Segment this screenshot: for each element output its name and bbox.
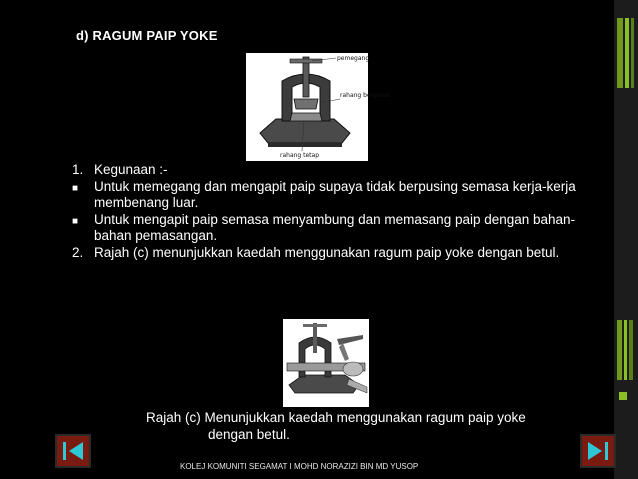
slide-body xyxy=(72,162,612,261)
decorative-stripe xyxy=(631,18,634,88)
caption-line: Rajah (c) Menunjukkan kaedah menggunakan ragum paip yoke xyxy=(146,410,526,425)
decorative-square xyxy=(619,392,627,400)
slide-title: d) RAGUM PAIP YOKE xyxy=(76,28,218,43)
pipe-vise-image xyxy=(246,53,391,161)
last-slide-button[interactable] xyxy=(580,434,616,468)
list-number: 2. xyxy=(72,244,84,260)
last-slide-icon xyxy=(582,436,614,466)
label-rahang-bergerak xyxy=(340,92,391,99)
decorative-stripe xyxy=(617,320,622,380)
caption-line: dengan betul. xyxy=(208,426,290,442)
list-item xyxy=(72,179,612,212)
list-item-text: Rajah (c) menunjukkan kaedah menggunakan ragum paip yoke dengan betul. xyxy=(94,244,560,260)
list-item-text: Untuk memegang dan mengapit paip supaya tidak berpusing semasa kerja-kerja membenang luar. xyxy=(94,178,576,210)
label-rahang-bergerak-text: rahang bergerak xyxy=(340,92,391,99)
label-rahang-tetap: rahang tetap xyxy=(280,152,320,159)
footer-text: KOLEJ KOMUNITI SEGAMAT I MOHD NORAZIZI BIN MD YUSOP xyxy=(180,462,419,471)
list-item xyxy=(72,162,612,179)
vise-usage-image xyxy=(283,319,369,407)
decorative-stripe xyxy=(624,320,627,380)
list-item-text: Kegunaan :- xyxy=(94,162,168,177)
list-item xyxy=(72,212,612,245)
label-pemegang: pemegang xyxy=(337,55,370,62)
first-slide-icon xyxy=(57,436,89,466)
square-bullet-icon: ■ xyxy=(72,182,79,194)
decorative-stripe xyxy=(629,320,633,380)
figure-caption xyxy=(146,410,606,443)
first-slide-button[interactable] xyxy=(55,434,91,468)
decorative-stripe xyxy=(617,18,623,88)
square-bullet-icon: ■ xyxy=(72,215,79,227)
decorative-stripe xyxy=(625,18,629,88)
list-item xyxy=(72,245,612,262)
list-item-text: Untuk mengapit paip semasa menyambung dan memasang paip dengan bahan-bahan pemasangan. xyxy=(94,211,576,243)
list-number: 1. xyxy=(72,162,84,177)
